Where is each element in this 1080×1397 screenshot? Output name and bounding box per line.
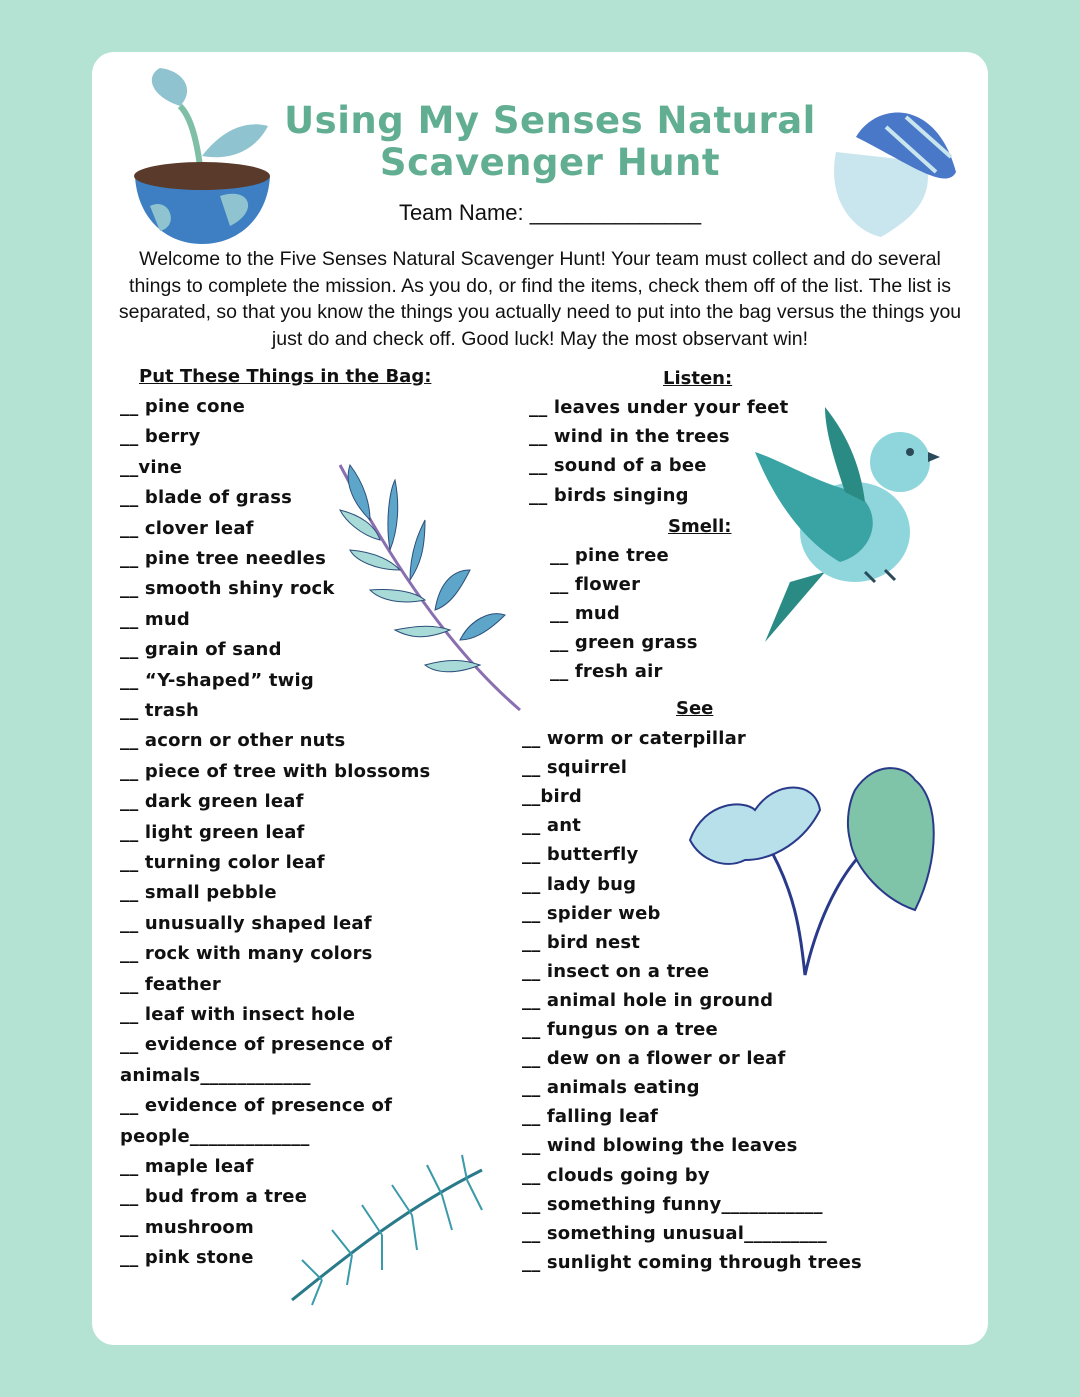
bag-checklist-item[interactable]: __ mushroom	[120, 1216, 254, 1238]
smell-checklist-item[interactable]: __ fresh air	[550, 661, 663, 683]
see-checklist-item[interactable]: __ something funny___________	[522, 1193, 823, 1215]
see-checklist-item[interactable]: __ ant	[522, 815, 582, 837]
acorn-illustration	[826, 102, 962, 240]
smell-heading: Smell:	[668, 516, 732, 537]
bag-checklist-item[interactable]: __ dark green leaf	[120, 791, 304, 813]
bag-checklist-item[interactable]: __ rock with many colors	[120, 943, 373, 965]
bag-checklist-item[interactable]: animals____________	[120, 1064, 311, 1086]
bag-checklist-item[interactable]: __ smooth shiny rock	[120, 578, 335, 600]
see-checklist-item[interactable]: __ animals eating	[522, 1077, 700, 1099]
bag-checklist-item[interactable]: __ bud from a tree	[120, 1186, 308, 1208]
see-checklist-item[interactable]: __ dew on a flower or leaf	[522, 1048, 786, 1070]
bag-checklist-item[interactable]: __ acorn or other nuts	[120, 730, 346, 752]
smell-checklist-item[interactable]: __ green grass	[550, 632, 698, 654]
fern-branch-illustration	[330, 460, 530, 715]
see-checklist-item[interactable]: __ animal hole in ground	[522, 989, 774, 1011]
pine-branch-illustration	[282, 1150, 492, 1315]
lily-pad-leaves-illustration	[685, 760, 945, 980]
see-checklist-item[interactable]: __ something unusual_________	[522, 1222, 827, 1244]
intro-paragraph: Welcome to the Five Senses Natural Scavenger Hunt! Your team must collect and do several things to complete the mission. As you do, or find the items, check them off of the list. The list is separated, so that you know the things you actually need to put into the bag versus the things you just do and check off. Good luck! May the most observant win!	[118, 248, 962, 350]
bag-checklist-item[interactable]: __vine	[120, 456, 183, 478]
bag-checklist-item[interactable]: __ unusually shaped leaf	[120, 912, 372, 934]
bag-checklist-item[interactable]: __ “Y-shaped” twig	[120, 669, 314, 691]
bag-checklist-item[interactable]: __ evidence of presence of	[120, 1034, 393, 1056]
bag-checklist-item[interactable]: __ berry	[120, 426, 201, 448]
see-checklist-item[interactable]: __ fungus on a tree	[522, 1019, 718, 1040]
listen-checklist-item[interactable]: __ wind in the trees	[529, 426, 730, 448]
bag-checklist-item[interactable]: __ leaf with insect hole	[120, 1004, 356, 1025]
bag-checklist-item[interactable]: __ pine cone	[120, 396, 246, 417]
bag-checklist-item[interactable]: __ maple leaf	[120, 1156, 254, 1177]
listen-checklist-item[interactable]: __ birds singing	[529, 484, 689, 506]
see-checklist-item[interactable]: __bird	[522, 786, 583, 808]
see-checklist-item[interactable]: __ wind blowing the leaves	[522, 1135, 798, 1157]
see-checklist-item[interactable]: __ squirrel	[522, 757, 628, 779]
see-checklist-item[interactable]: __ bird nest	[522, 931, 641, 953]
see-checklist-item[interactable]: __ clouds going by	[522, 1164, 710, 1186]
team-name-field[interactable]: Team Name: ______________	[398, 200, 702, 225]
bag-checklist-item[interactable]: __ piece of tree with blossoms	[120, 760, 431, 782]
bag-checklist-item[interactable]: __ clover leaf	[120, 517, 254, 539]
bag-checklist-item[interactable]: __ pink stone	[120, 1247, 254, 1269]
see-checklist-item[interactable]: __ lady bug	[522, 873, 637, 895]
bag-checklist-item[interactable]: __ evidence of presence of	[120, 1095, 393, 1117]
see-checklist-item[interactable]: __ spider web	[522, 902, 661, 924]
see-checklist-item[interactable]: __ butterfly	[522, 844, 639, 866]
see-checklist-item[interactable]: __ sunlight coming through trees	[522, 1251, 862, 1273]
bag-heading: Put These Things in the Bag:	[139, 366, 432, 387]
listen-checklist-item[interactable]: __ sound of a bee	[529, 455, 707, 477]
bluebird-illustration	[745, 402, 940, 647]
listen-heading: Listen:	[663, 368, 733, 389]
bag-checklist-item[interactable]: __ blade of grass	[120, 487, 293, 509]
page-title: Using My Senses Natural Scavenger Hunt	[284, 99, 816, 184]
see-checklist-item[interactable]: __ worm or caterpillar	[522, 728, 746, 749]
bag-checklist-item[interactable]: __ turning color leaf	[120, 852, 325, 873]
see-checklist-item[interactable]: __ falling leaf	[522, 1106, 659, 1128]
bag-checklist-item[interactable]: __ mud	[120, 608, 190, 630]
bag-checklist-item[interactable]: __ feather	[120, 973, 221, 995]
bag-checklist-item[interactable]: __ small pebble	[120, 882, 277, 904]
bag-checklist-item[interactable]: __ grain of sand	[120, 639, 282, 661]
bag-checklist-item[interactable]: __ light green leaf	[120, 821, 305, 843]
plant-pot-illustration	[130, 66, 275, 248]
smell-checklist-item[interactable]: __ mud	[550, 603, 620, 625]
bag-checklist-item[interactable]: people_____________	[120, 1125, 310, 1147]
listen-checklist-item[interactable]: __ leaves under your feet	[529, 397, 789, 418]
see-checklist-item[interactable]: __ insect on a tree	[522, 960, 710, 982]
see-heading: See	[676, 698, 714, 719]
bag-checklist-item[interactable]: __ pine tree needles	[120, 548, 326, 569]
smell-checklist-item[interactable]: __ pine tree	[550, 545, 669, 566]
bag-checklist-item[interactable]: __ trash	[120, 700, 200, 721]
smell-checklist-item[interactable]: __ flower	[550, 574, 641, 596]
